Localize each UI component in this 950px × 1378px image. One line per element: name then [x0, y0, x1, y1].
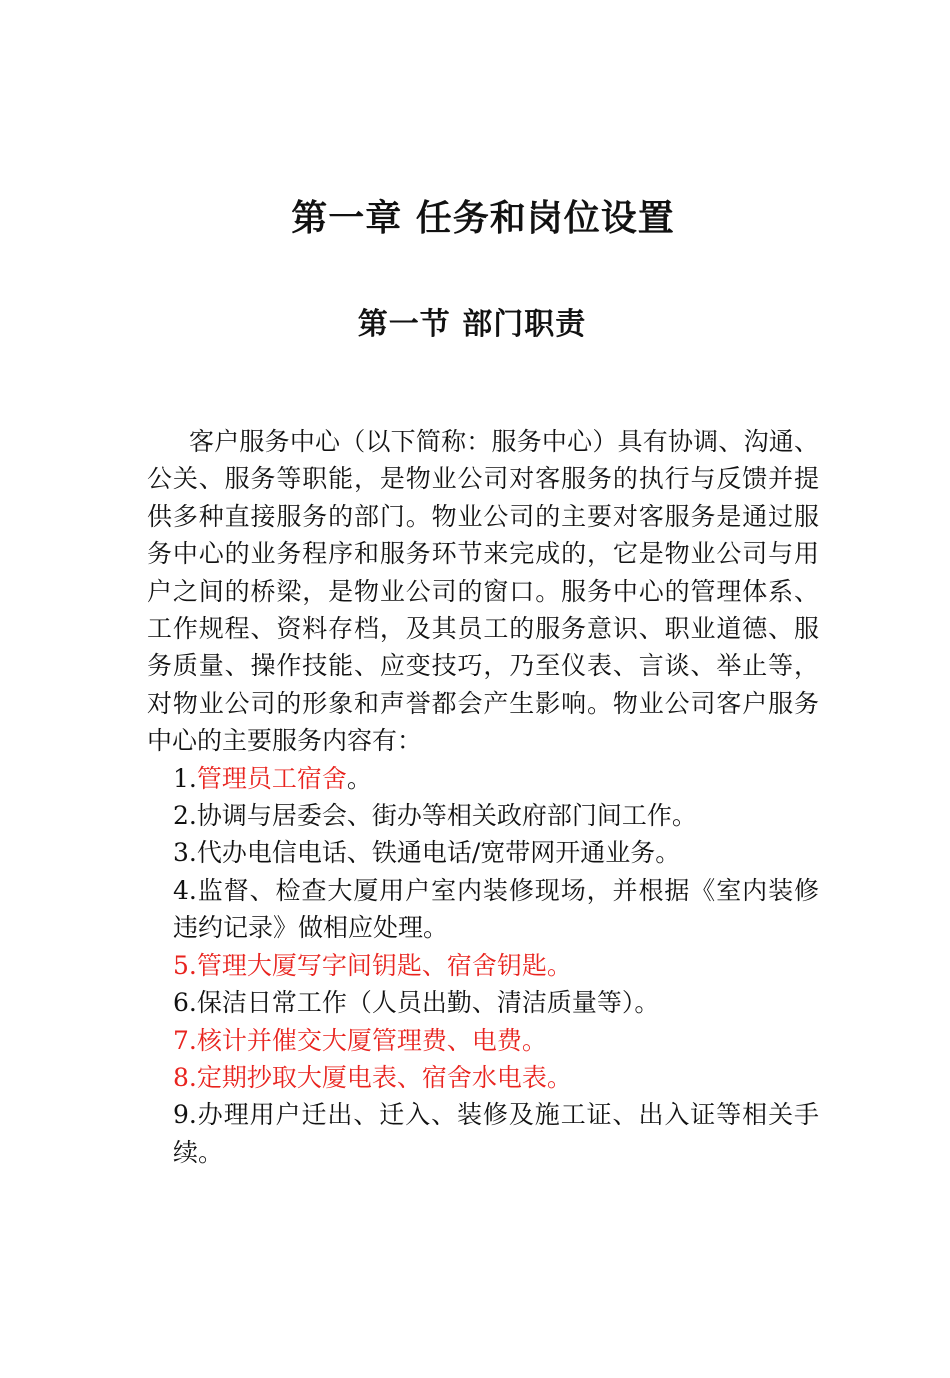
item-number: 2. — [173, 801, 197, 831]
item-text: 管理大厦写字间钥匙、宿舍钥匙。 — [196, 950, 572, 980]
item-text: 定期抄取大厦电表、宿舍水电表。 — [196, 1062, 572, 1092]
list-item — [147, 984, 819, 1021]
service-list — [147, 760, 819, 1171]
list-item — [147, 834, 819, 871]
item-number: 4. — [173, 875, 197, 905]
item-number: 5. — [173, 950, 197, 980]
item-text: 办理用户迁出、迁入、装修及施工证、出入证等相关手续。 — [173, 1100, 819, 1167]
chapter-title: 第一章 任务和岗位设置 — [291, 198, 675, 239]
item-text: 监督、检查大厦用户室内装修现场，并根据《室内装修违约记录》做相应处理。 — [173, 875, 819, 943]
item-number: 7. — [173, 1025, 197, 1055]
list-item — [147, 872, 819, 947]
list-item — [147, 1096, 819, 1171]
item-text: 协调与居委会、街办等相关政府部门间工作。 — [196, 801, 697, 831]
item-number: 8. — [173, 1062, 197, 1092]
item-number: 9. — [173, 1100, 197, 1130]
item-text: 代办电信电话、铁通电话/宽带网开通业务。 — [196, 838, 681, 868]
item-suffix: 。 — [346, 763, 372, 793]
list-item — [147, 947, 819, 984]
item-number: 6. — [173, 988, 197, 1018]
item-number: 1. — [173, 763, 197, 793]
item-text: 管理员工宿舍 — [196, 763, 347, 793]
list-item — [147, 760, 819, 797]
intro-paragraph: 客户服务中心（以下简称：服务中心）具有协调、沟通、公关、服务等职能，是物业公司对客服务的执行与反馈并提供多种直接服务的部门。物业公司的主要对客服务是通过服务中心的业务程序和服务环节来完成的，它是物业公司与用户之间的桥梁，是物业公司的窗口。服务中心的管理体系、工作规程、资料存档，及其员工的服务意识、职业道德、服务质量、操作技能、应变技巧，乃至仪表、言谈、举止等，对物业公司的形象和声誉都会产生影响。物业公司客户服务中心的主要服务内容有： — [147, 427, 819, 756]
item-number: 3. — [173, 838, 197, 868]
item-text: 保洁日常工作（人员出勤、清洁质量等）。 — [196, 988, 660, 1018]
list-item — [147, 1059, 819, 1096]
item-text: 核计并催交大厦管理费、电费。 — [196, 1025, 547, 1055]
document-body — [147, 423, 819, 1171]
list-item — [147, 797, 819, 834]
section-title: 第一节 部门职责 — [357, 307, 587, 342]
list-item — [147, 1022, 819, 1059]
